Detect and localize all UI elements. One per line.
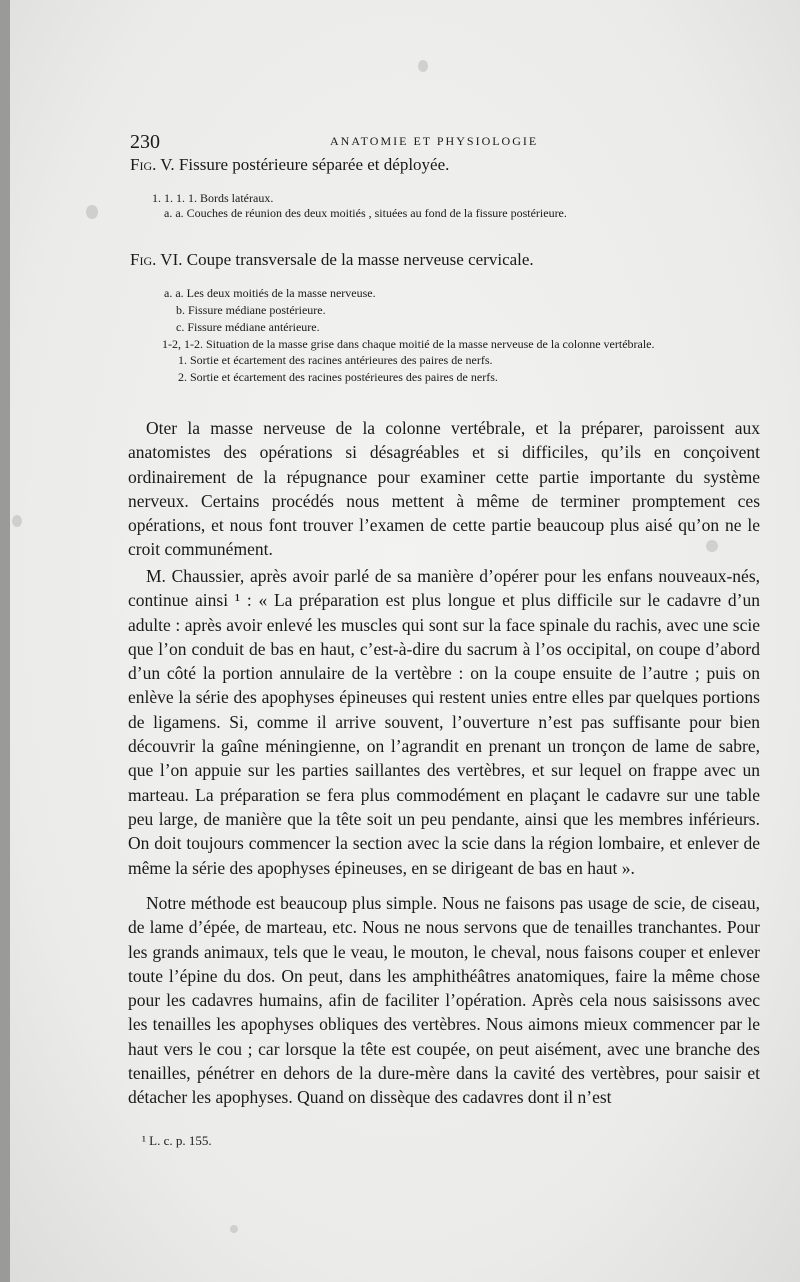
fig6-heading	[130, 250, 534, 270]
fig6-legend-item: 2. Sortie et écartement des racines postérieures des paires de nerfs.	[178, 370, 498, 384]
ink-speck	[86, 205, 98, 219]
fig6-label: Fig. VI.	[130, 250, 183, 269]
body-paragraph: M. Chaussier, après avoir parlé de sa manière d’opérer pour les enfans nouveaux-nés, continue ainsi ¹ : « La préparation est plus longue et plus difficile sur le cadavre d’un adulte : après avoir enlevé les muscles qui sont sur la face spinale du rachis, avec une scie que l’on conduit de bas en haut, c’est-à-dire du sacrum à l’os occipital, on coupe d’abord d’un côté la portion annulaire de la vertèbre : on la coupe ensuite de l’autre ; puis on enlève la série des apophyses épineuses qui restent unies entre elles par quelques portions de ligamens. Si, comme il arrive souvent, l’ouverture n’est pas suffisante pour bien découvrir la gaîne méningienne, on l’agrandit en prenant un tronçon de lame de sabre, que l’on appuie sur les parties saillantes des vertèbres, et sur lequel on frappe avec un marteau. La préparation se fera plus commodément en plaçant le cadavre sur une table peu large, de manière que la tête soit un peu pendante, ainsi que les membres inférieurs. On doit toujours commencer la section avec la scie dans la région lombaire, et enlever de même la série des apophyses épineuses, en se dirigeant de bas en haut ».	[128, 566, 760, 878]
page-header	[130, 131, 770, 151]
ink-speck	[230, 1225, 238, 1233]
fig5-legend-item: a. a. Couches de réunion des deux moitiés , situées au fond de la fissure postérieure.	[164, 206, 567, 220]
running-title: ANATOMIE ET PHYSIOLOGIE	[330, 134, 539, 148]
body-paragraph: Notre méthode est beaucoup plus simple. Nous ne faisons pas usage de scie, de ciseau, de lame d’épée, de marteau, etc. Nous ne nous servons que de tenailles tranchantes. Pour les grands animaux, tels que le veau, le mouton, le cheval, nous faisons couper et enlever toute l’épine du dos. On peut, dans les amphithéâtres anatomiques, faire la même chose pour les cadavres humains, afin de faciliter l’opération. Après cela nous saisissons avec les tenailles les apophyses obliques des vertèbres. Nous aimons mieux commencer par le haut vers le cou ; car lorsque la tête est coupée, on peut aisément, avec une branche des tenailles, pénétrer en dehors de la dure-mère dans la cavité des vertèbres, pour saisir et détacher les apophyses. Quand on dissèque des cadavres dont il n’est	[128, 893, 760, 1108]
ink-speck	[418, 60, 428, 72]
page-edge-shadow	[0, 0, 10, 1282]
fig6-legend-item: c. Fissure médiane antérieure.	[176, 320, 320, 334]
fig6-title: Coupe transversale de la masse nerveuse cervicale.	[186, 250, 534, 269]
fig6-legend-item: a. a. Les deux moitiés de la masse nerveuse.	[164, 286, 376, 300]
ink-speck	[12, 515, 22, 527]
fig6-legend-item: b. Fissure médiane postérieure.	[176, 303, 326, 317]
fig6-legend-item: 1. Sortie et écartement des racines antérieures des paires de nerfs.	[178, 353, 493, 367]
fig5-label: Fig. V.	[130, 155, 175, 174]
page-number: 230	[130, 131, 160, 153]
footnote: ¹ L. c. p. 155.	[142, 1133, 212, 1148]
fig6-legend-item: 1-2, 1-2. Situation de la masse grise dans chaque moitié de la masse nerveuse de la colonne vertébrale.	[162, 337, 655, 351]
fig5-legend-item: 1. 1. 1. 1. Bords latéraux.	[152, 191, 274, 205]
fig5-title: Fissure postérieure séparée et déployée.	[178, 155, 450, 174]
body-paragraph: Oter la masse nerveuse de la colonne vertébrale, et la préparer, paroissent aux anatomistes des opérations si désagréables et si difficiles, qu’ils en conçoivent ordinairement de la répugnance pour examiner cette partie importante du système nerveux. Certains procédés nous mettent à même de terminer promptement ces opérations, et nous font trouver l’examen de cette partie beaucoup plus aisé qu’on ne le croit communément.	[128, 418, 760, 560]
fig5-heading	[130, 155, 449, 175]
